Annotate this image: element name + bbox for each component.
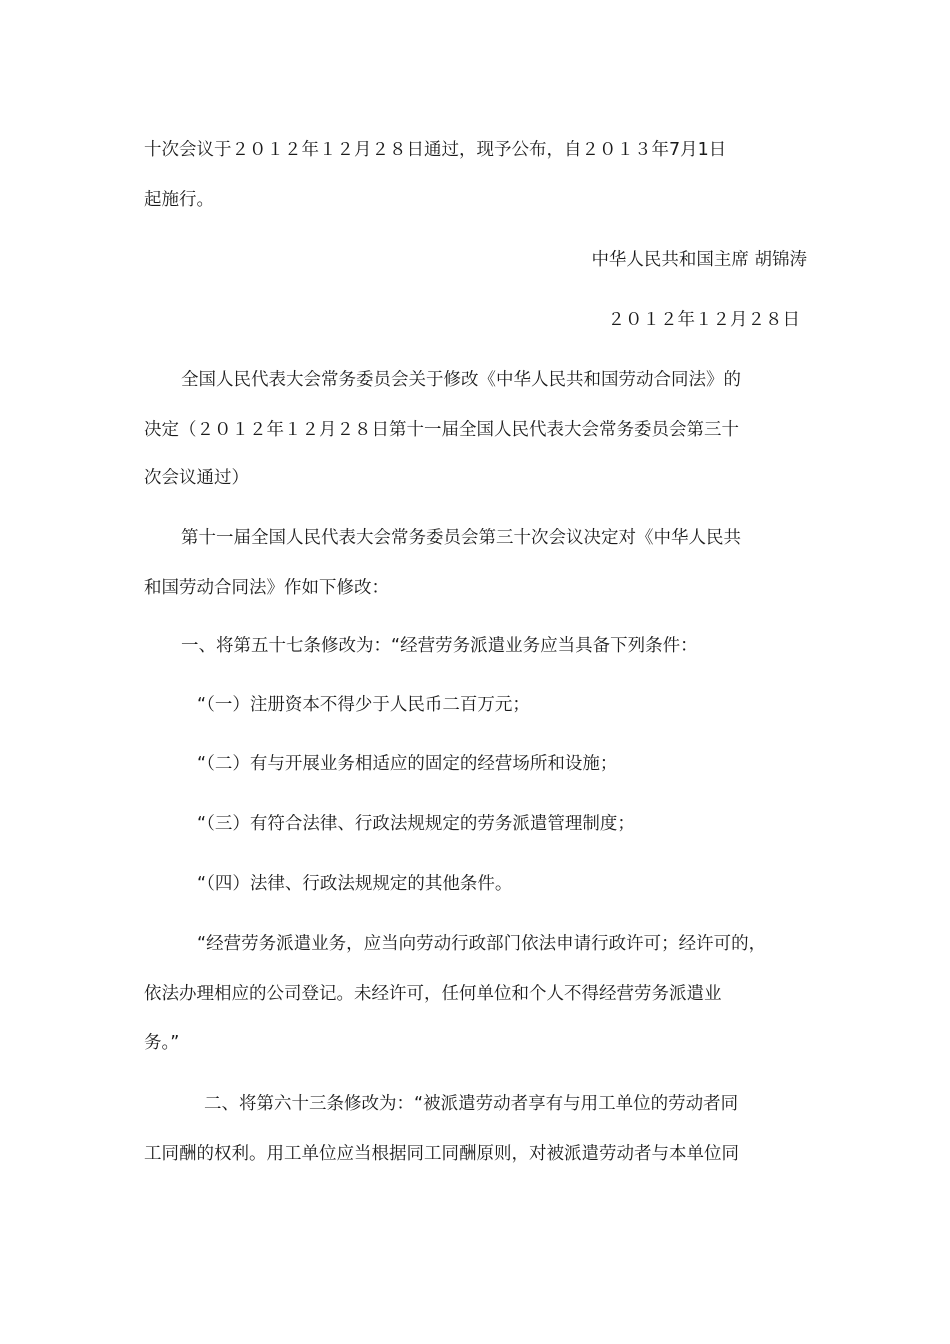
date-line: ２０１２年１２月２８日	[607, 310, 800, 330]
list-item: “（一）注册资本不得少于人民币二百万元；	[197, 695, 530, 715]
decision-title: 次会议通过）	[144, 468, 249, 488]
decision-title: 全国人民代表大会常务委员会关于修改《中华人民共和国劳动合同法》的	[181, 370, 741, 390]
article-heading: 一、将第五十七条修改为：“经营劳务派遣业务应当具备下列条件：	[181, 636, 698, 656]
list-item: “（四）法律、行政法规规定的其他条件。	[197, 874, 513, 894]
text-line: 和国劳动合同法》作如下修改：	[144, 578, 389, 598]
article-heading: 二、将第六十三条修改为：“被派遣劳动者享有与用工单位的劳动者同	[204, 1094, 739, 1114]
list-item: “（三）有符合法律、行政法规规定的劳务派遣管理制度；	[197, 814, 635, 834]
list-item: “（二）有与开展业务相适应的固定的经营场所和设施；	[197, 754, 618, 774]
text-line: 依法办理相应的公司登记。未经许可，任何单位和个人不得经营劳务派遣业	[144, 984, 722, 1004]
text-line: “经营劳务派遣业务，应当向劳动行政部门依法申请行政许可；经许可的，	[197, 934, 767, 954]
signature-line: 中华人民共和国主席 胡锦涛	[591, 250, 807, 270]
text-line: 起施行。	[144, 190, 214, 210]
text-line: 十次会议于２０１２年１２月２８日通过，现予公布，自２０１３年7月1日	[144, 140, 727, 160]
text-line: 第十一届全国人民代表大会常务委员会第三十次会议决定对《中华人民共	[181, 528, 741, 548]
text-line: 工同酬的权利。用工单位应当根据同工同酬原则，对被派遣劳动者与本单位同	[144, 1144, 739, 1164]
text-line: 务。”	[144, 1033, 180, 1053]
decision-title: 决定（２０１２年１２月２８日第十一届全国人民代表大会常务委员会第三十	[144, 420, 739, 440]
